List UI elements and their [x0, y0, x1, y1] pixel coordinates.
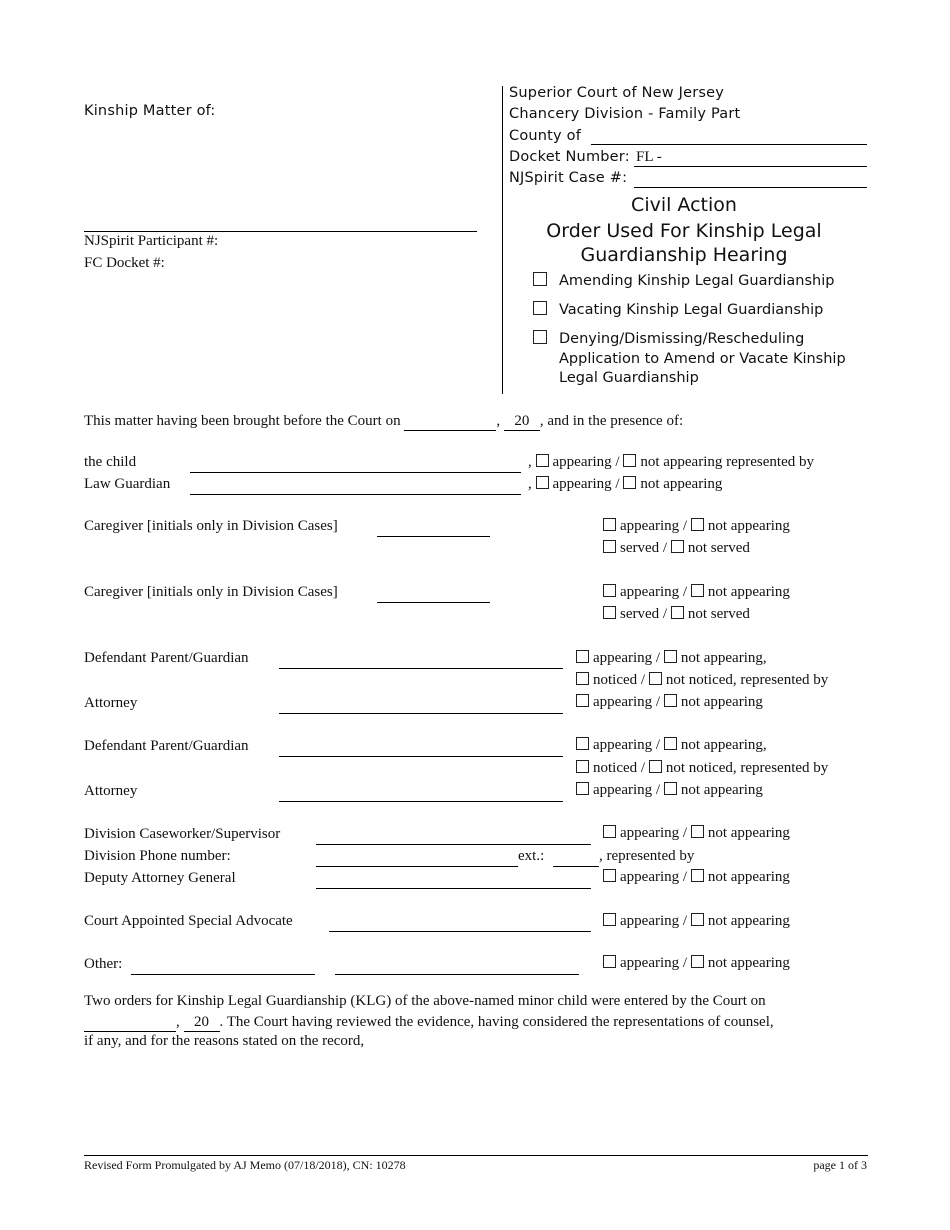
cw-appearing-label: appearing /	[620, 825, 688, 841]
law-guardian-field[interactable]	[190, 494, 521, 495]
docket-field[interactable]	[634, 166, 867, 167]
lg-appearing-label: appearing /	[552, 476, 620, 492]
closing-line-3: if any, and for the reasons stated on the record,	[84, 1033, 365, 1049]
dag-field[interactable]	[316, 888, 591, 889]
def1-not-noticed-label: not noticed, represented by	[665, 672, 829, 688]
dag-not-appearing-checkbox[interactable]	[691, 869, 704, 882]
cg1-appearing-checkbox[interactable]	[603, 518, 616, 531]
cg1-appearing-label: appearing /	[620, 518, 688, 534]
dag-status	[603, 869, 790, 886]
ext-label: ext.:	[518, 848, 545, 864]
klg-year-field[interactable]	[184, 1014, 220, 1032]
defendant-1-appearing	[576, 650, 767, 667]
footer-page: page 1 of 3	[813, 1158, 867, 1172]
child-not-appearing-label: not appearing represented by	[640, 454, 814, 470]
defendant-1-noticed	[576, 672, 828, 689]
defendant-2-label: Defendant Parent/Guardian	[84, 738, 249, 754]
attorney-1-label: Attorney	[84, 695, 138, 711]
child-appearing-label: appearing /	[552, 454, 620, 470]
defendant-2-noticed	[576, 760, 828, 777]
child-appearing-checkbox[interactable]	[536, 454, 549, 467]
def1-noticed-checkbox[interactable]	[576, 672, 589, 685]
child-name-field[interactable]	[190, 472, 521, 473]
def2-not-noticed-checkbox[interactable]	[649, 760, 662, 773]
att2-not-appearing-label: not appearing	[680, 782, 763, 798]
other-label: Other:	[84, 956, 123, 972]
closing-line-2	[84, 1014, 774, 1032]
hearing-date-field[interactable]	[404, 413, 496, 431]
klg-year-prefix: 20	[194, 1014, 209, 1030]
def2-not-noticed-label: not noticed, represented by	[665, 760, 829, 776]
intro-comma: ,	[496, 413, 501, 429]
closing-line-2-text: . The Court having reviewed the evidence, having considered the representations of counsel,	[219, 1014, 774, 1030]
kinship-matter-name-line[interactable]	[84, 231, 477, 232]
casa-appearing-checkbox[interactable]	[603, 913, 616, 926]
cg2-not-served-label: not served	[687, 606, 750, 622]
lg-not-appearing-label: not appearing	[640, 476, 723, 492]
casa-field[interactable]	[329, 931, 591, 932]
child-not-appearing-checkbox[interactable]	[623, 454, 636, 467]
caseworker-field[interactable]	[316, 844, 591, 845]
hearing-year-field[interactable]	[504, 413, 540, 431]
court-name: Superior Court of New Jersey	[509, 85, 725, 101]
dag-appearing-label: appearing /	[620, 869, 688, 885]
caregiver-2-appearing	[603, 584, 790, 601]
attorney-2-label: Attorney	[84, 783, 138, 799]
njspirit-case-field[interactable]	[634, 187, 867, 188]
attorney-2-status	[576, 782, 763, 799]
phone-label: Division Phone number:	[84, 848, 231, 864]
footer-rule	[84, 1155, 868, 1156]
title-line-1: Civil Action	[631, 194, 737, 216]
def1-noticed-label: noticed /	[593, 672, 646, 688]
intro-text: This matter having been brought before the Court on	[84, 413, 401, 429]
def2-noticed-checkbox[interactable]	[576, 760, 589, 773]
def2-appearing-checkbox[interactable]	[576, 737, 589, 750]
defendant-2-appearing	[576, 737, 767, 754]
participant-label: NJSpirit Participant #:	[84, 233, 219, 249]
def1-not-noticed-checkbox[interactable]	[649, 672, 662, 685]
att1-appearing-checkbox[interactable]	[576, 694, 589, 707]
other-appearing-label: appearing /	[620, 955, 688, 971]
hearing-year-prefix: 20	[514, 413, 530, 429]
fc-docket-label: FC Docket #:	[84, 255, 165, 271]
cg1-served-label: served /	[620, 540, 668, 556]
lg-appearing-checkbox[interactable]	[536, 476, 549, 489]
cg1-not-appearing-label: not appearing	[707, 518, 790, 534]
def1-not-appearing-label: not appearing,	[680, 650, 767, 666]
cg2-appearing-checkbox[interactable]	[603, 584, 616, 597]
defendant-2-field[interactable]	[279, 756, 563, 757]
def2-noticed-label: noticed /	[593, 760, 646, 776]
other-not-appearing-label: not appearing	[707, 955, 790, 971]
amending-label: Amending Kinship Legal Guardianship	[559, 273, 835, 289]
casa-status	[603, 913, 790, 930]
caregiver-1-appearing	[603, 518, 790, 535]
vacating-label: Vacating Kinship Legal Guardianship	[559, 302, 824, 318]
attorney-1-field[interactable]	[279, 713, 563, 714]
amending-checkbox[interactable]	[533, 272, 547, 286]
child-status	[528, 454, 814, 471]
child-label: the child	[84, 454, 137, 470]
att2-not-appearing-checkbox[interactable]	[664, 782, 677, 795]
dag-not-appearing-label: not appearing	[707, 869, 790, 885]
casa-not-appearing-checkbox[interactable]	[691, 913, 704, 926]
cw-appearing-checkbox[interactable]	[603, 825, 616, 838]
other-name-field[interactable]	[335, 974, 579, 975]
closing-comma: ,	[176, 1014, 180, 1030]
cg2-not-appearing-label: not appearing	[707, 584, 790, 600]
court-division: Chancery Division - Family Part	[509, 106, 741, 122]
cg2-served-label: served /	[620, 606, 668, 622]
defendant-1-field[interactable]	[279, 668, 563, 669]
def2-appearing-label: appearing /	[593, 737, 661, 753]
casa-not-appearing-label: not appearing	[707, 913, 790, 929]
casa-label: Court Appointed Special Advocate	[84, 913, 293, 929]
denying-label-2: Application to Amend or Vacate Kinship	[559, 351, 846, 367]
cg1-not-appearing-checkbox[interactable]	[691, 518, 704, 531]
att1-appearing-label: appearing /	[593, 694, 661, 710]
denying-label-1: Denying/Dismissing/Rescheduling	[559, 331, 805, 347]
klg-date-field[interactable]	[84, 1014, 176, 1032]
lg-comma: ,	[528, 476, 532, 492]
cg2-not-served-checkbox[interactable]	[671, 606, 684, 619]
dag-appearing-checkbox[interactable]	[603, 869, 616, 882]
other-status	[603, 955, 790, 972]
closing-line-1: Two orders for Kinship Legal Guardianship (KLG) of the above-named minor child were entered by the Court on	[84, 993, 766, 1009]
def1-not-appearing-checkbox[interactable]	[664, 650, 677, 663]
att1-not-appearing-checkbox[interactable]	[664, 694, 677, 707]
dag-label: Deputy Attorney General	[84, 870, 236, 886]
denying-label-3: Legal Guardianship	[559, 370, 699, 386]
other-not-appearing-checkbox[interactable]	[691, 955, 704, 968]
ext-field[interactable]	[553, 866, 599, 867]
docket-label: Docket Number:	[509, 149, 630, 165]
cg2-not-appearing-checkbox[interactable]	[691, 584, 704, 597]
njspirit-case-label: NJSpirit Case #:	[509, 170, 628, 186]
docket-prefix: FL -	[636, 149, 662, 165]
casa-appearing-label: appearing /	[620, 913, 688, 929]
option-vacating	[533, 301, 823, 318]
attorney-2-field[interactable]	[279, 801, 563, 802]
caregiver-2-label: Caregiver [initials only in Division Cases]	[84, 584, 338, 600]
law-guardian-status	[528, 476, 722, 493]
att2-appearing-label: appearing /	[593, 782, 661, 798]
cw-not-appearing-checkbox[interactable]	[691, 825, 704, 838]
caseworker-status	[603, 825, 790, 842]
represented-by-label: , represented by	[599, 848, 695, 864]
denying-checkbox[interactable]	[533, 330, 547, 344]
cg1-not-served-checkbox[interactable]	[671, 540, 684, 553]
caregiver-2-initials-field[interactable]	[377, 602, 490, 603]
att1-not-appearing-label: not appearing	[680, 694, 763, 710]
caregiver-1-label: Caregiver [initials only in Division Cases]	[84, 518, 338, 534]
option-amending	[533, 272, 834, 289]
vacating-checkbox[interactable]	[533, 301, 547, 315]
law-guardian-label: Law Guardian	[84, 476, 171, 492]
att2-appearing-checkbox[interactable]	[576, 782, 589, 795]
caregiver-1-served	[603, 540, 750, 557]
intro-line	[84, 413, 683, 431]
caregiver-2-served	[603, 606, 750, 623]
defendant-1-label: Defendant Parent/Guardian	[84, 650, 249, 666]
caseworker-label: Division Caseworker/Supervisor	[84, 826, 281, 842]
kinship-matter-label: Kinship Matter of:	[84, 103, 216, 119]
cg1-not-served-label: not served	[687, 540, 750, 556]
caregiver-1-initials-field[interactable]	[377, 536, 490, 537]
def2-not-appearing-label: not appearing,	[680, 737, 767, 753]
def1-appearing-label: appearing /	[593, 650, 661, 666]
cg2-served-checkbox[interactable]	[603, 606, 616, 619]
other-appearing-checkbox[interactable]	[603, 955, 616, 968]
other-role-field[interactable]	[131, 974, 315, 975]
attorney-1-status	[576, 694, 763, 711]
phone-field[interactable]	[316, 866, 518, 867]
cg1-served-checkbox[interactable]	[603, 540, 616, 553]
def2-not-appearing-checkbox[interactable]	[664, 737, 677, 750]
intro-text-2: , and in the presence of:	[539, 413, 684, 429]
title-line-3: Guardianship Hearing	[580, 244, 788, 266]
option-denying	[533, 330, 804, 347]
def1-appearing-checkbox[interactable]	[576, 650, 589, 663]
county-field[interactable]	[591, 144, 867, 145]
cg2-appearing-label: appearing /	[620, 584, 688, 600]
lg-not-appearing-checkbox[interactable]	[623, 476, 636, 489]
cw-not-appearing-label: not appearing	[707, 825, 790, 841]
title-line-2: Order Used For Kinship Legal	[546, 220, 822, 242]
county-label: County of	[509, 128, 582, 144]
child-comma: ,	[528, 454, 532, 470]
footer-revised: Revised Form Promulgated by AJ Memo (07/18/2018), CN: 10278	[84, 1158, 406, 1172]
